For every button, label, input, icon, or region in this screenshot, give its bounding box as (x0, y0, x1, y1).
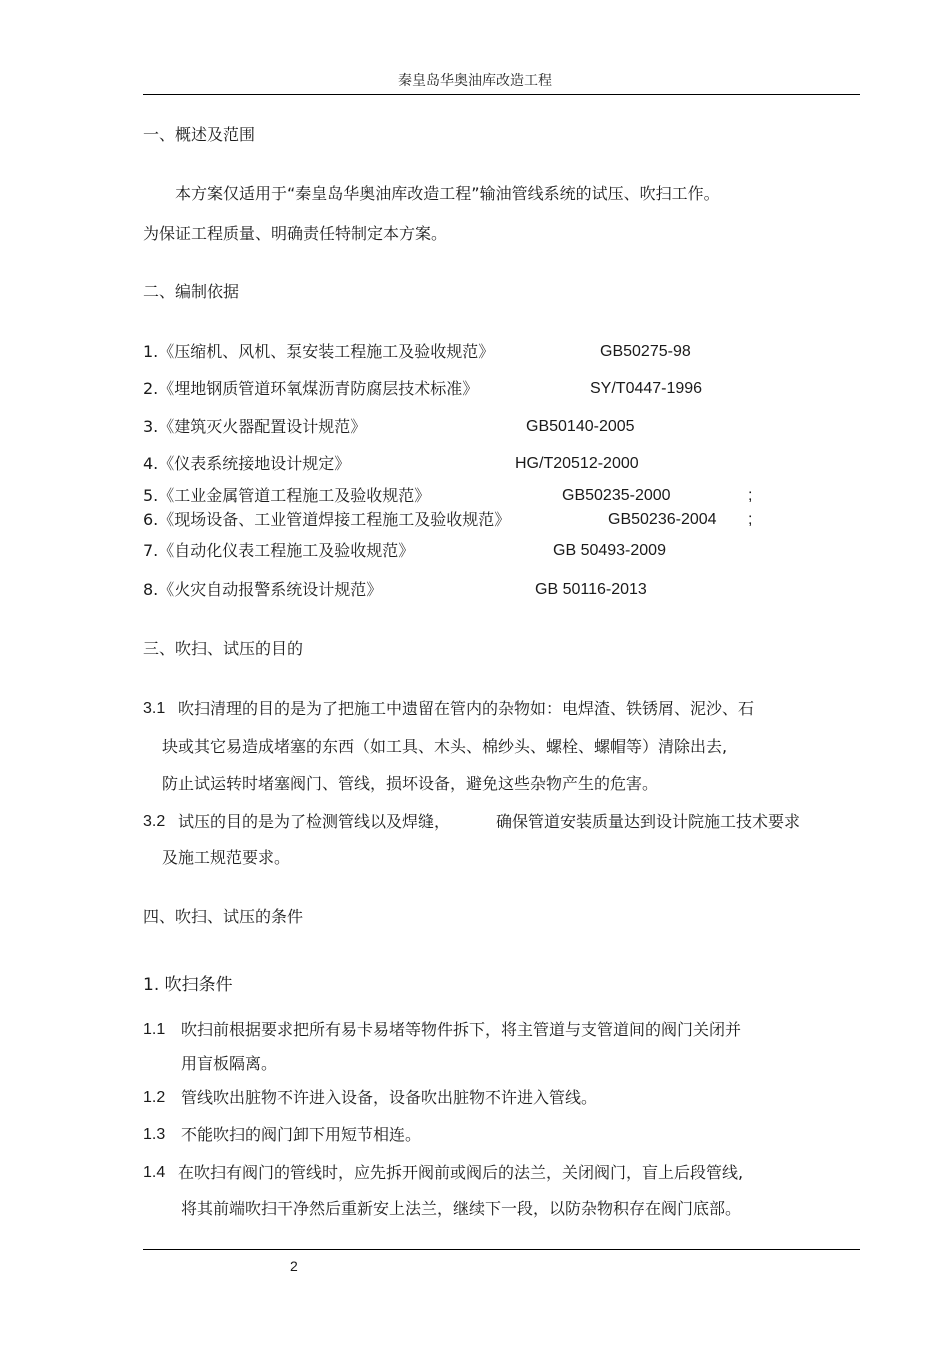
reference-name: 2.《埋地钢质管道环氧煤沥青防腐层技术标准》 (143, 379, 479, 398)
section-4-title: 四、吹扫、试压的条件 (143, 907, 304, 926)
page-header-title: 秦皇岛华奥油库改造工程 (398, 73, 552, 89)
purpose-3-1-line-3: 防止试运转时堵塞阀门、管线，损坏设备，避免这些杂物产生的危害。 (162, 774, 659, 793)
reference-name: 3.《建筑灭火器配置设计规范》 (143, 417, 367, 436)
purpose-3-1-line-2: 块或其它易造成堵塞的东西（如工具、木头、棉纱头、螺栓、螺帽等）清除出去, (162, 737, 728, 756)
reference-code: GB50275-98 (600, 343, 691, 360)
item-number: 1.4 (143, 1164, 166, 1181)
item-number: 3.1 (143, 700, 166, 717)
footer-rule (143, 1249, 860, 1250)
section-2-title: 二、编制依据 (143, 282, 240, 301)
reference-code: GB 50493-2009 (553, 542, 666, 559)
condition-1-4-line-1: 在吹扫有阀门的管线时，应先拆开阀前或阀后的法兰，关闭阀门，盲上后段管线, (178, 1163, 744, 1182)
reference-suffix: ; (748, 487, 753, 504)
item-number: 1.3 (143, 1126, 166, 1143)
condition-1-3-line-1: 不能吹扫的阀门卸下用短节相连。 (181, 1125, 422, 1144)
condition-1-1-line-2: 用盲板隔离。 (181, 1054, 278, 1073)
reference-name: 6.《现场设备、工业管道焊接工程施工及验收规范》 (143, 510, 511, 529)
page-number: 2 (290, 1258, 298, 1274)
item-number: 3.2 (143, 813, 166, 830)
section-1-title: 一、概述及范围 (143, 125, 256, 144)
reference-suffix: ; (748, 511, 753, 528)
reference-name: 1.《压缩机、风机、泵安装工程施工及验收规范》 (143, 342, 495, 361)
reference-name: 8.《火灾自动报警系统设计规范》 (143, 580, 383, 599)
purpose-3-2-line-2: 及施工规范要求。 (162, 848, 291, 867)
condition-1-4-line-2: 将其前端吹扫干净然后重新安上法兰，继续下一段，以防杂物积存在阀门底部。 (181, 1199, 742, 1218)
reference-name: 7.《自动化仪表工程施工及验收规范》 (143, 541, 415, 560)
header-rule (143, 94, 860, 95)
purpose-3-2-line-1a: 试压的目的是为了检测管线以及焊缝， (178, 812, 451, 831)
reference-code: SY/T0447-1996 (590, 380, 703, 397)
section-3-title: 三、吹扫、试压的目的 (143, 639, 304, 658)
purpose-3-1-line-1: 吹扫清理的目的是为了把施工中遗留在管内的杂物如：电焊渣、铁锈屑、泥沙、石 (178, 699, 755, 718)
subsection-title: 1. 吹扫条件 (143, 975, 233, 995)
item-number: 1.2 (143, 1089, 166, 1106)
section-1-paragraph-line-1: 本方案仅适用于“秦皇岛华奥油库改造工程”输油管线系统的试压、吹扫工作。 (175, 184, 720, 203)
reference-code: GB50140-2005 (526, 418, 635, 435)
purpose-3-2-line-1b: 确保管道安装质量达到设计院施工技术要求 (496, 812, 801, 831)
reference-code: HG/T20512-2000 (515, 455, 639, 472)
reference-code: GB50236-2004 (608, 511, 717, 528)
reference-name: 4.《仪表系统接地设计规定》 (143, 454, 351, 473)
item-number: 1.1 (143, 1021, 166, 1038)
condition-1-1-line-1: 吹扫前根据要求把所有易卡易堵等物件拆下，将主管道与支管道间的阀门关闭并 (181, 1020, 742, 1039)
section-1-paragraph-line-2: 为保证工程质量、明确责任特制定本方案。 (143, 224, 448, 243)
reference-code: GB50235-2000 (562, 487, 671, 504)
condition-1-2-line-1: 管线吹出脏物不许进入设备，设备吹出脏物不许进入管线。 (181, 1088, 598, 1107)
reference-code: GB 50116-2013 (535, 581, 647, 598)
reference-name: 5.《工业金属管道工程施工及验收规范》 (143, 486, 431, 505)
